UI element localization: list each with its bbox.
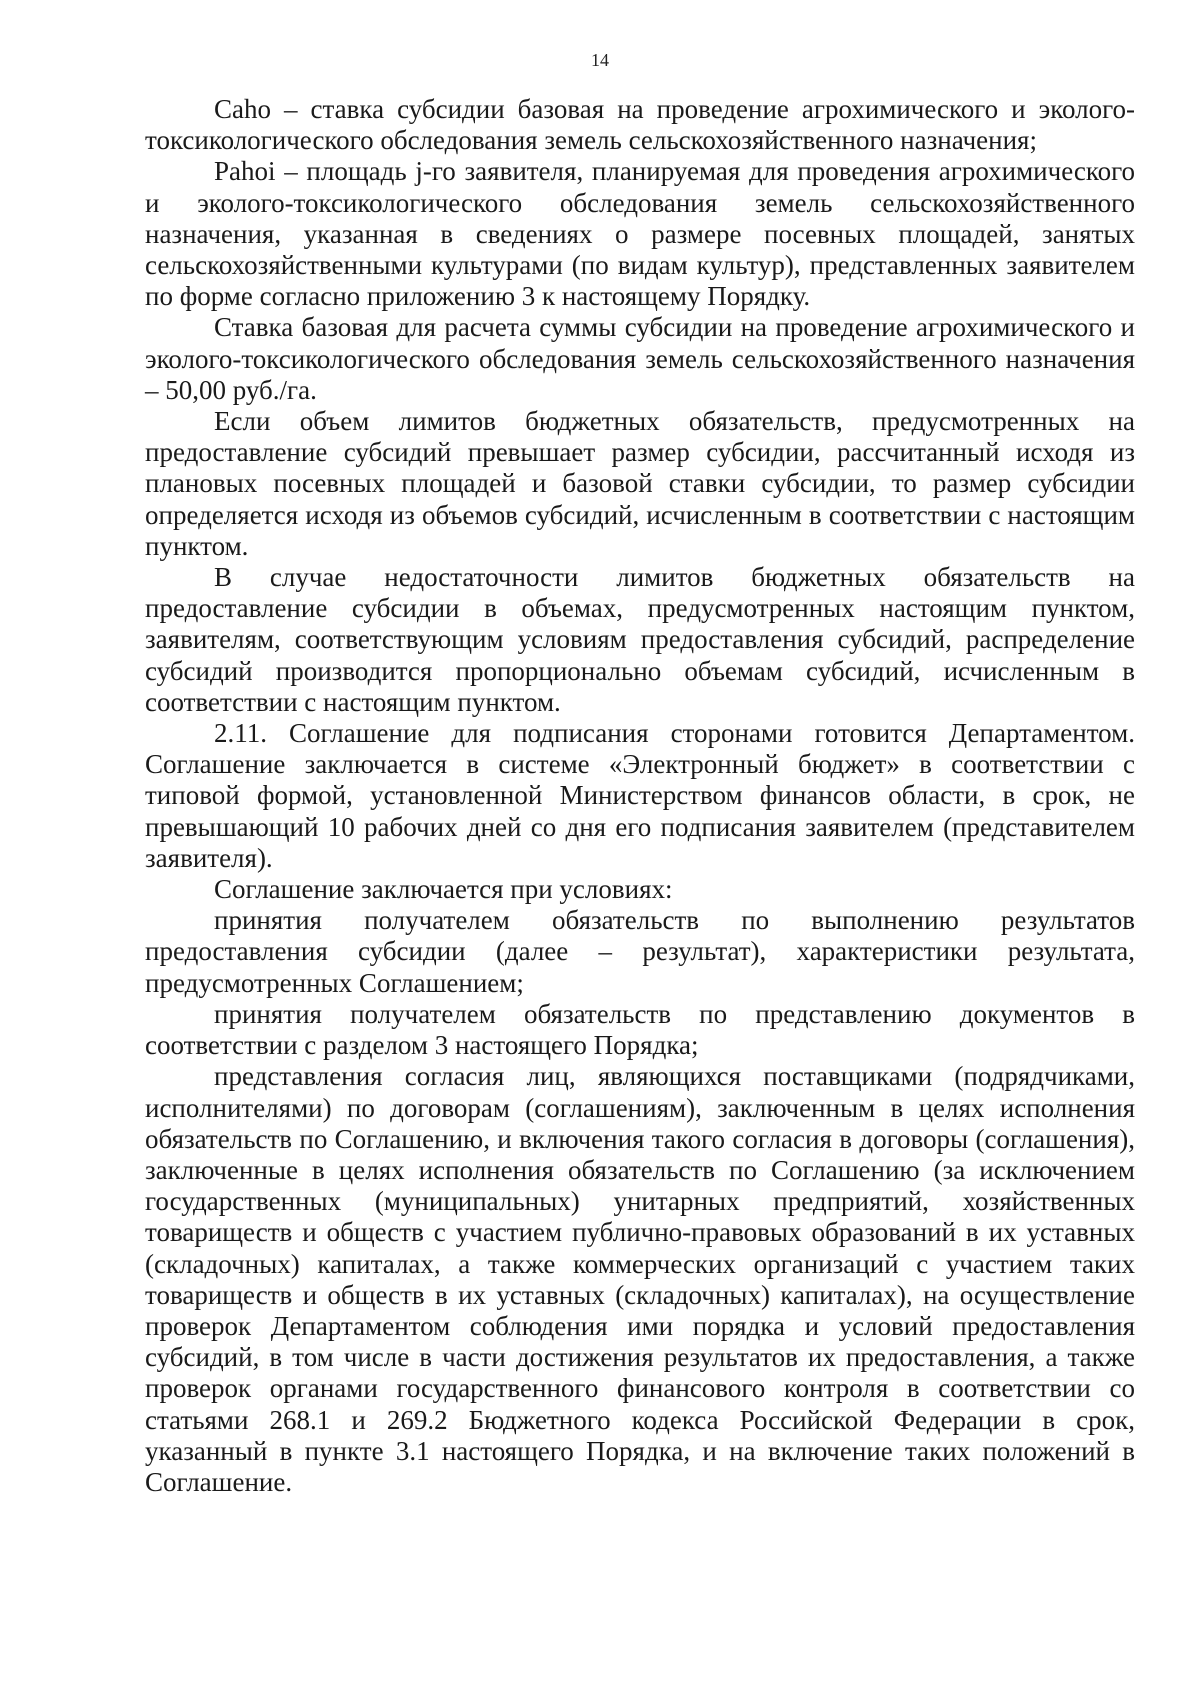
paragraph-limits-insufficient: В случае недостаточности лимитов бюджетных обязательств на предоставление субсидии в объемах, предусмотренных настоящим пунктом, заявителям, соответствующим условиям предоставления субсидий, распределение субсидий производится пропорционально объемам субсидий, исчисленным в соответствии с настоящим пунктом.: [145, 562, 1135, 717]
paragraph-pahoi-definition: Pahoi – площадь j-го заявителя, планируемая для проведения агрохимического и эколого-токсикологического обследования земель сельскохозяйственного назначения, указанная в сведениях о размере посевных площадей, занятых сельскохозяйственными культурами (по видам культур), представленных заявителем по форме согласно приложению 3 к настоящему Порядку.: [145, 156, 1135, 312]
page-number: 14: [591, 50, 609, 70]
paragraph-section-2-11: 2.11. Соглашение для подписания сторонами готовится Департаментом. Соглашение заключается в системе «Электронный бюджет» в соответствии с типовой формой, установленной Министерством финансов области, в срок, не превышающий 10 рабочих дней со дня его подписания заявителем (представителем заявителя).: [145, 718, 1135, 873]
paragraph-condition-documents: принятия получателем обязательств по представлению документов в соответствии с разделом 3 настоящего Порядка;: [145, 998, 1135, 1061]
paragraph-condition-consent: представления согласия лиц, являющихся поставщиками (подрядчиками, исполнителями) по договорам (соглашениям), заключенным в целях исполнения обязательств по Соглашению, и включения такого согласия в договоры (соглашения), заключенные в целях исполнения обязательств по Соглашению (за исключением государственных (муниципальных) унитарных предприятий, хозяйственных товариществ и обществ с участием публично-правовых образований в их уставных (складочных) капиталах, а также коммерческих организаций с участием таких товариществ и обществ в их уставных (складочных) капиталах), на осуществление проверок Департаментом соблюдения ими порядка и условий предоставления субсидий, в том числе в части достижения результатов их предоставления, а также проверок органами государственного финансового контроля в соответствии со статьями 268.1 и 269.2 Бюджетного кодекса Российской Федерации в срок, указанный в пункте 3.1 настоящего Порядка, и на включение таких положений в Соглашение.: [145, 1061, 1135, 1497]
paragraph-condition-results: принятия получателем обязательств по выполнению результатов предоставления субсидии (далее – результат), характеристики результата, предусмотренных Соглашением;: [145, 905, 1135, 998]
document-body: [145, 94, 1135, 1498]
paragraph-agreement-conditions: Соглашение заключается при условиях:: [214, 874, 673, 905]
paragraph-base-rate: Ставка базовая для расчета суммы субсидии на проведение агрохимического и эколого-токсикологического обследования земель сельскохозяйственного назначения – 50,00 руб./га.: [145, 312, 1135, 405]
paragraph-caho-definition: Caho – ставка субсидии базовая на проведение агрохимического и эколого-токсикологического обследования земель сельскохозяйственного назначения;: [145, 94, 1135, 156]
paragraph-limits-exceed: Если объем лимитов бюджетных обязательств, предусмотренных на предоставление субсидий превышает размер субсидии, рассчитанный исходя из плановых посевных площадей и базовой ставки субсидии, то размер субсидии определяется исходя из объемов субсидий, исчисленным в соответствии с настоящим пунктом.: [145, 406, 1135, 561]
